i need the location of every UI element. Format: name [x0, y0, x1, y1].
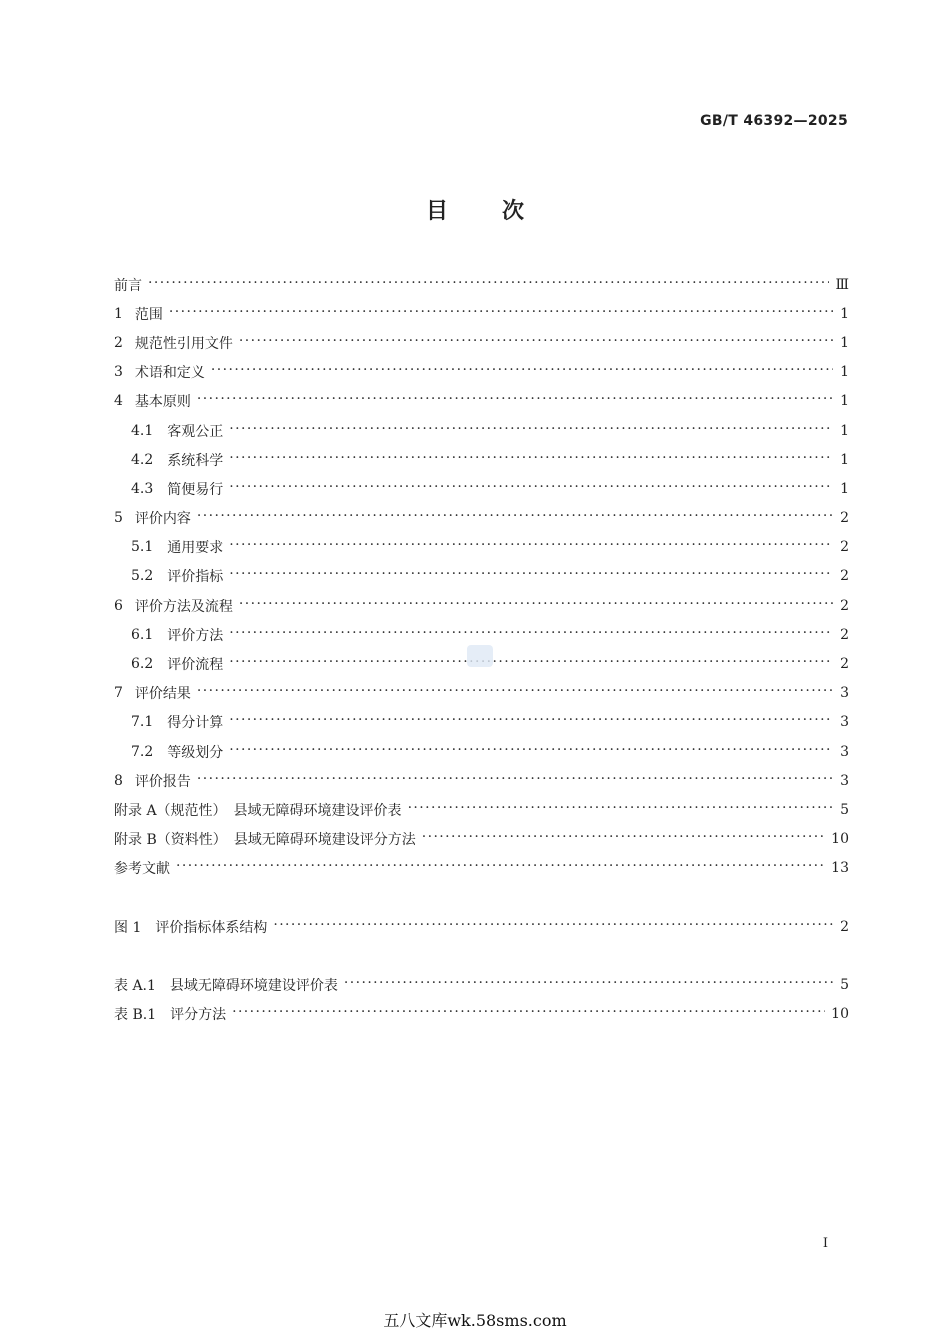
dot-leader	[229, 569, 833, 583]
toc-entry-page: 3	[840, 772, 849, 789]
toc-entry[interactable]	[114, 533, 849, 562]
dot-leader	[148, 278, 829, 292]
toc-entry-label: 附录 A（规范性） 县域无障碍环境建设评价表	[114, 802, 402, 819]
dot-leader	[344, 978, 833, 992]
dot-leader	[229, 657, 833, 671]
toc-entry-page: 10	[831, 1005, 849, 1022]
toc-entry-label: 表 B.1 评分方法	[114, 1006, 227, 1023]
dot-leader	[229, 482, 833, 496]
toc-entry-label: 简便易行	[167, 481, 224, 498]
toc-entry[interactable]	[114, 562, 849, 591]
toc-entry-page: 5	[840, 801, 849, 818]
toc-entry-number: 2	[114, 334, 123, 351]
watermark-logo-icon	[467, 645, 493, 667]
dot-leader	[176, 861, 825, 875]
toc-entry-label: 评价内容	[134, 511, 191, 528]
toc-entry-page: 3	[840, 743, 849, 760]
toc-entry-number: 1	[114, 305, 123, 322]
toc-entry-number: 7	[114, 685, 123, 702]
toc-entry[interactable]	[114, 912, 849, 941]
toc-entry-page: 2	[840, 626, 849, 643]
toc-entry-label: 表 A.1 县域无障碍环境建设评价表	[114, 977, 338, 994]
toc-entry-label: 图 1 评价指标体系结构	[114, 919, 268, 936]
toc-entry-page: 1	[840, 422, 849, 439]
toc-entry-label: 附录 B（资料性） 县域无障碍环境建设评分方法	[114, 832, 416, 849]
toc-entry-label: 前言	[114, 277, 142, 294]
toc-entry-page: 2	[840, 918, 849, 935]
toc-entry-number: 7.2	[131, 743, 154, 760]
toc-entry[interactable]	[114, 766, 849, 795]
toc-entry-number: 5.1	[131, 539, 154, 556]
toc-entry-page: Ⅲ	[835, 276, 849, 293]
toc-entry-label: 评价方法	[167, 627, 224, 644]
toc-entry[interactable]	[114, 708, 849, 737]
toc-entry[interactable]	[114, 825, 849, 854]
toc-entry-page: 1	[840, 451, 849, 468]
toc-entry-label: 评价流程	[167, 657, 224, 674]
toc-entry-number: 5	[114, 510, 123, 527]
dot-leader	[229, 424, 833, 438]
toc-entry-label: 基本原则	[134, 394, 191, 411]
dot-leader	[229, 540, 833, 554]
toc-entry-label: 范围	[134, 306, 163, 323]
toc-entry-number: 4.1	[131, 422, 154, 439]
toc-entry-number: 6.2	[131, 656, 154, 673]
toc-entry[interactable]	[114, 504, 849, 533]
toc-entry-label: 客观公正	[167, 423, 224, 440]
toc-entry-page: 3	[840, 685, 849, 702]
dot-leader	[229, 745, 833, 759]
toc-entry-page: 3	[840, 714, 849, 731]
toc-entry-label: 通用要求	[167, 540, 224, 557]
toc-entry[interactable]	[114, 445, 849, 474]
toc-entry-number: 6	[114, 597, 123, 614]
toc-entry-label: 等级划分	[167, 744, 224, 761]
toc-entry-number: 6.1	[131, 626, 154, 643]
toc-entry[interactable]	[114, 679, 849, 708]
toc-entry[interactable]	[114, 328, 849, 357]
toc-entry-page: 2	[840, 597, 849, 614]
toc-entry-page: 2	[840, 568, 849, 585]
toc-entry-page: 2	[840, 510, 849, 527]
toc-entry-page: 2	[840, 656, 849, 673]
dot-leader	[229, 453, 833, 467]
footer-watermark-text: 五八文库wk.58sms.com	[383, 1311, 567, 1330]
dot-leader	[229, 715, 833, 729]
toc-entry-label: 得分计算	[167, 715, 224, 732]
dot-leader	[239, 599, 833, 613]
toc-entry-number: 4.3	[131, 480, 154, 497]
toc-entry-number: 4.2	[131, 451, 154, 468]
toc-entry[interactable]	[114, 591, 849, 620]
dot-leader	[197, 774, 833, 788]
toc-entry-label: 评价方法及流程	[134, 598, 233, 615]
toc-entry-number: 4	[114, 393, 123, 410]
toc-entry[interactable]	[114, 854, 849, 883]
toc-entry-label: 规范性引用文件	[134, 335, 233, 352]
dot-leader	[408, 803, 833, 817]
toc-entry[interactable]	[114, 795, 849, 824]
dot-leader	[273, 920, 833, 934]
toc-entry-page: 1	[840, 364, 849, 381]
toc-entry-page: 1	[840, 393, 849, 410]
toc-entry-number: 7.1	[131, 714, 154, 731]
toc-entry[interactable]	[114, 299, 849, 328]
toc-entry[interactable]	[114, 358, 849, 387]
page-number: I	[822, 1236, 828, 1251]
toc-entry-label: 评价结果	[134, 686, 191, 703]
toc-entry[interactable]	[114, 474, 849, 503]
dot-leader	[229, 628, 833, 642]
toc-entry[interactable]	[114, 270, 849, 299]
toc-entry-page: 2	[840, 539, 849, 556]
toc-entry-label: 评价报告	[134, 773, 191, 790]
dot-leader	[197, 686, 833, 700]
toc-entry-page: 1	[840, 305, 849, 322]
toc-entry-page: 1	[840, 480, 849, 497]
toc-entry-label: 系统科学	[167, 452, 224, 469]
dot-leader	[197, 394, 833, 408]
toc-entry-number: 3	[114, 364, 123, 381]
toc-entry-label: 参考文献	[114, 861, 170, 878]
document-code: GB/T 46392—2025	[700, 113, 848, 129]
toc-entry-number: 8	[114, 772, 123, 789]
toc-entry-label: 评价指标	[167, 569, 224, 586]
toc-entry-page: 5	[840, 976, 849, 993]
toc-entry[interactable]	[114, 387, 849, 416]
toc-entry[interactable]	[114, 737, 849, 766]
dot-leader	[211, 365, 833, 379]
toc-entry[interactable]	[114, 416, 849, 445]
toc-entry-page: 13	[831, 860, 849, 877]
dot-leader	[422, 832, 825, 846]
toc-entry-number: 5.2	[131, 568, 154, 585]
toc-entry-page: 1	[840, 334, 849, 351]
dot-leader	[232, 1007, 825, 1021]
dot-leader	[197, 511, 833, 525]
dot-leader	[239, 336, 833, 350]
toc-entry-label: 术语和定义	[134, 365, 205, 382]
toc-entry[interactable]	[114, 999, 849, 1028]
toc-entry[interactable]	[114, 970, 849, 999]
toc-entry-page: 10	[831, 831, 849, 848]
dot-leader	[169, 307, 833, 321]
page-title: 目次	[425, 199, 578, 224]
